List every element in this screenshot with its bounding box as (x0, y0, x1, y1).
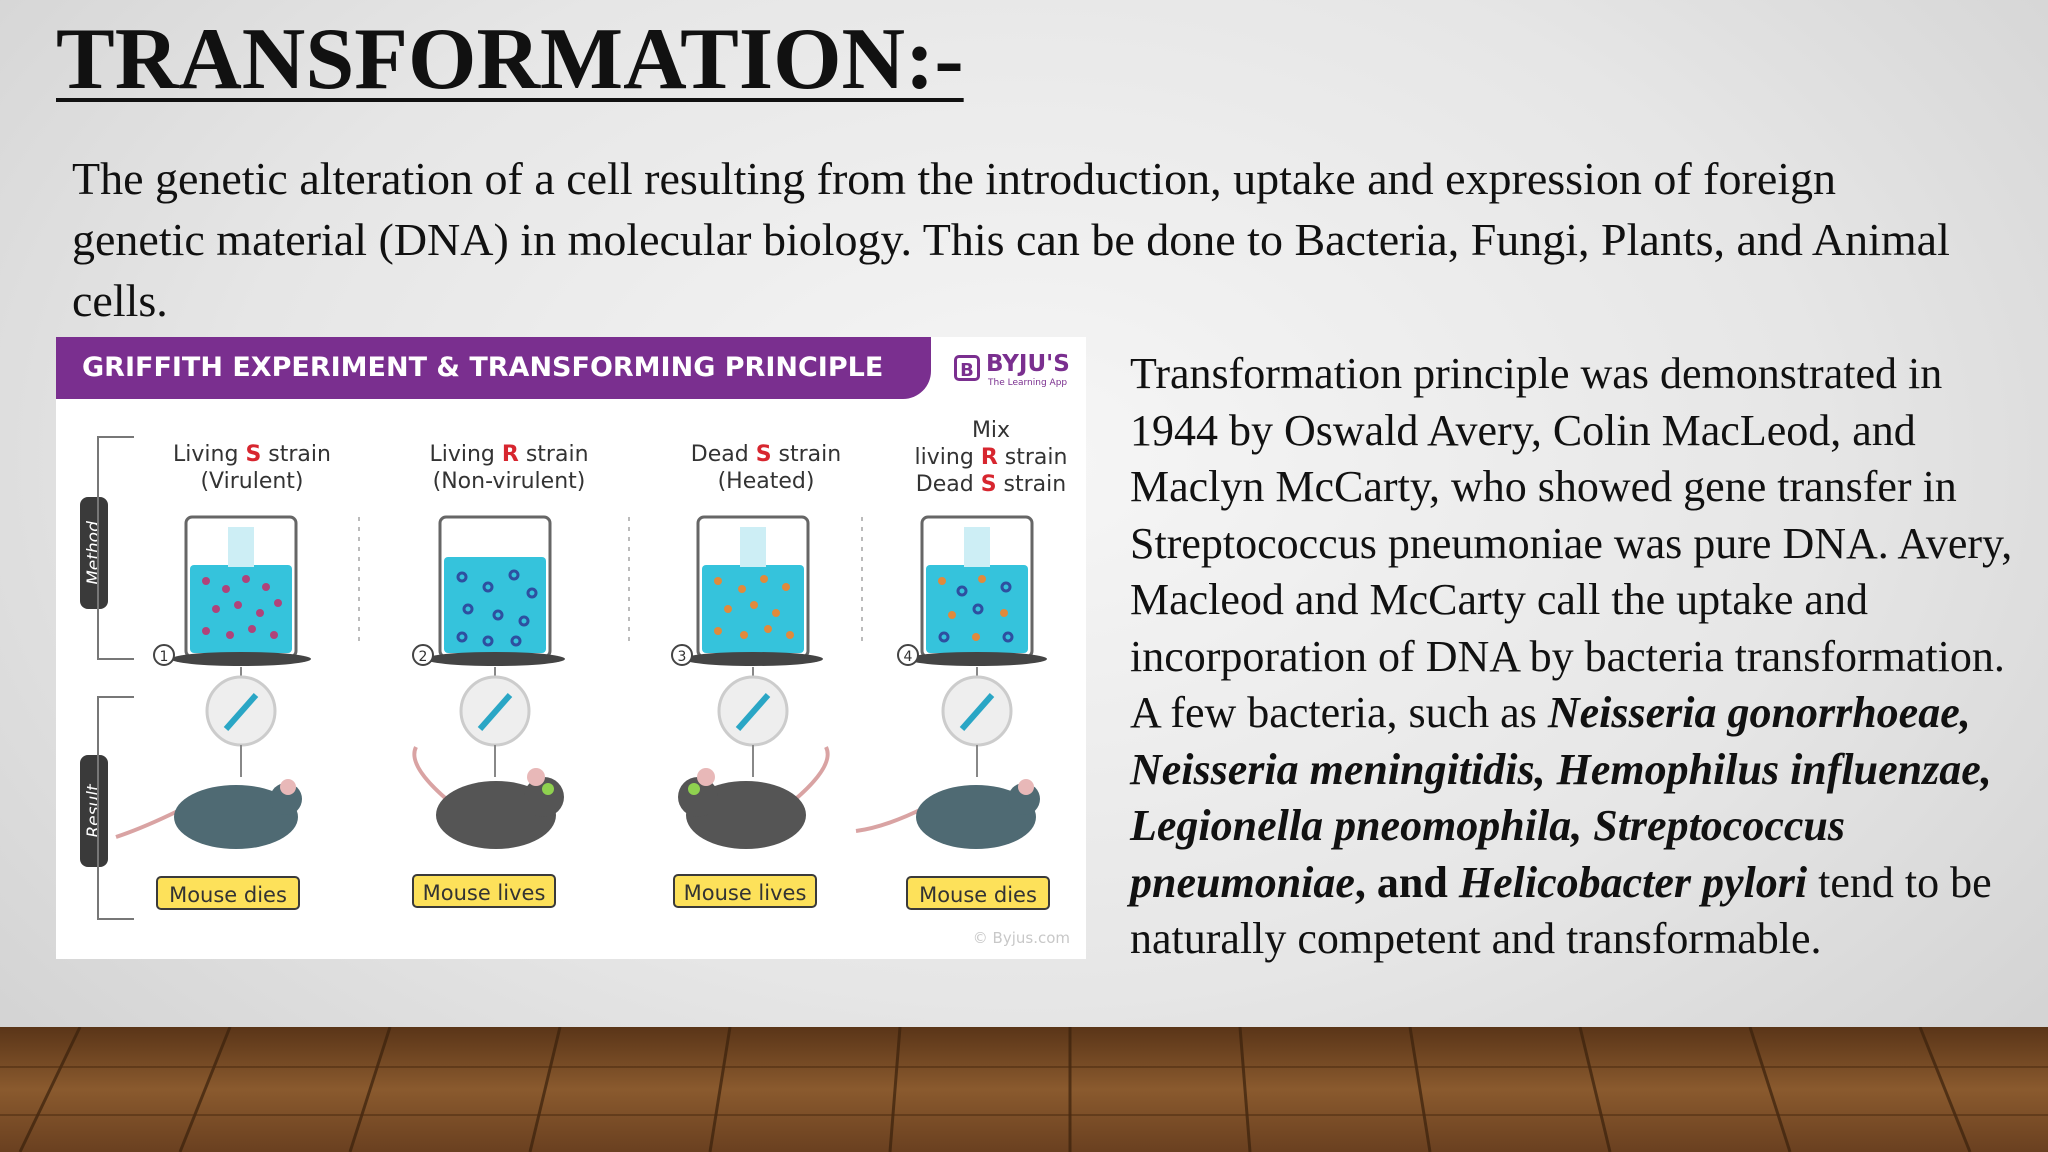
side-text-part2: tend to be naturally competent and transformable. (1130, 857, 1992, 963)
figure-banner: GRIFFITH EXPERIMENT & TRANSFORMING PRINCIPLE (56, 337, 931, 399)
side-paragraph (1130, 346, 2020, 968)
syringe-icon-4 (943, 667, 1011, 777)
step-number-3: 3 (677, 649, 687, 665)
step-number-4: 4 (903, 649, 913, 665)
mouse-icon-2 (414, 747, 564, 849)
logo-tag: The Learning App (988, 378, 1068, 388)
mouse-icon-1 (116, 779, 302, 849)
outcome-badge-3: Mouse lives (673, 874, 817, 908)
byjus-logo-mark: B (954, 355, 980, 381)
logo-name: BYJU'S (986, 351, 1070, 377)
beaker-1 (171, 517, 311, 666)
beaker-4 (907, 517, 1047, 666)
beaker-3 (683, 517, 823, 666)
griffith-experiment-figure (56, 337, 1086, 959)
beaker-2 (425, 517, 565, 666)
method-tab: Method (80, 497, 108, 609)
strain-label-1: Living S strain (Virulent) (173, 442, 331, 494)
result-tab: Result (80, 755, 108, 867)
bacteria-list: Neisseria gonorrhoeae, Neisseria meningitidis, Hemophilus influenzae, Legionella pneomophila, Streptococcus pneumoniae (1130, 688, 1992, 907)
figure-copyright: © Byjus.com (972, 929, 1070, 947)
mouse-icon-4 (856, 779, 1040, 849)
outcome-badge-4: Mouse dies (906, 876, 1050, 910)
experiment-drawing (56, 337, 1086, 959)
slide-title: TRANSFORMATION:- (56, 11, 964, 108)
step-number-1: 1 (159, 649, 169, 665)
outcome-badge-2: Mouse lives (412, 874, 556, 908)
syringe-icon-2 (461, 667, 529, 777)
intro-paragraph: The genetic alteration of a cell resulting from the introduction, uptake and expression of foreign genetic material (DNA) in molecular biology. This can be done to Bacteria, Fungi, Plants, and Animal cells. (72, 153, 1950, 326)
outcome-badge-1: Mouse dies (156, 876, 300, 910)
syringe-icon-3 (719, 667, 787, 777)
wood-floor (0, 1027, 2048, 1152)
strain-label-4: Mix living R strain Dead S strain (914, 418, 1068, 497)
step-number-2: 2 (418, 649, 428, 665)
helicobacter-name: Helicobacter pylori (1458, 857, 1808, 907)
side-text-part1: Transformation principle was demonstrated in 1944 by Oswald Avery, Colin MacLeod, and Maclyn McCarty, who showed gene transfer in Streptococcus pneumoniae was pure DNA. Avery, Macleod and McCarty call the uptake and incorporation of DNA by bacteria transformation. A few bacteria, such as (1130, 349, 2013, 737)
syringe-icon-1 (207, 667, 275, 777)
strain-label-2: Living R strain (Non-virulent) (429, 442, 589, 494)
side-text-and: , and (1354, 857, 1459, 907)
strain-label-3: Dead S strain (Heated) (690, 442, 842, 494)
